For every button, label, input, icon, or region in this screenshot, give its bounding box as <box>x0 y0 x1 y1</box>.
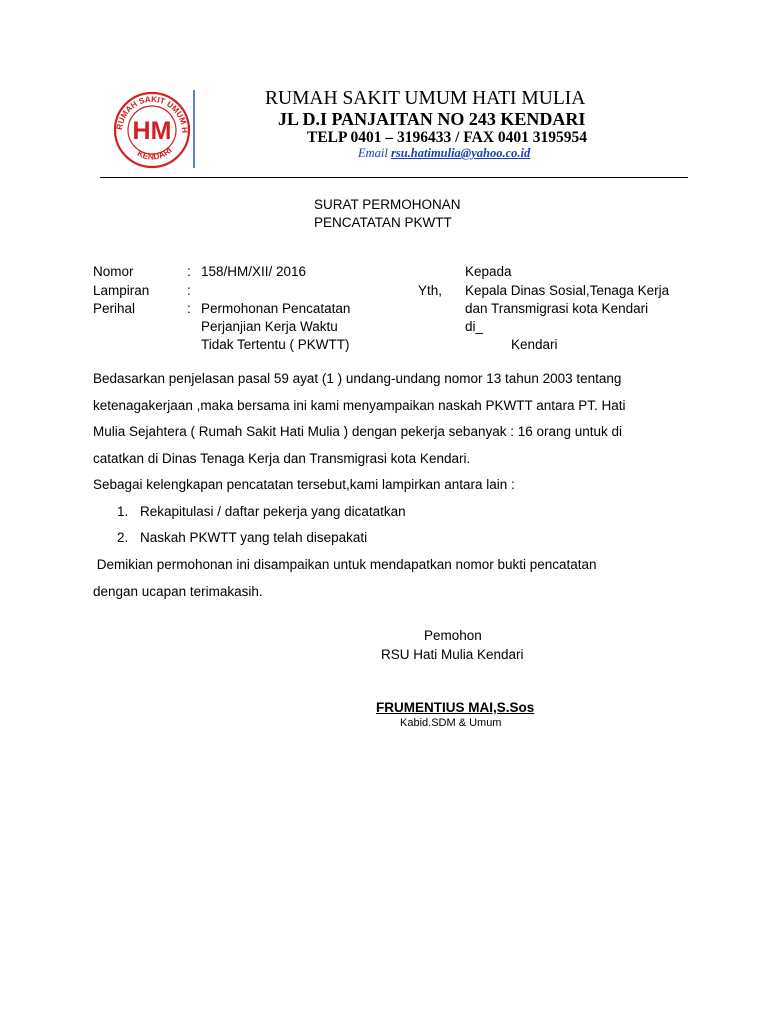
subject-line-1: SURAT PERMOHONAN <box>314 197 461 212</box>
recipient-yth: Yth, <box>418 283 443 298</box>
body-p1-line-2: ketenagakerjaan ,maka bersama ini kami menyampaikan naskah PKWTT antara PT. Hati <box>93 398 626 413</box>
perihal-colon: : <box>187 301 191 316</box>
body-p2: Sebagai kelengkapan pencatatan tersebut,kami lampirkan antara lain : <box>93 477 515 492</box>
logo-bottom-text: KENDARI <box>135 145 174 162</box>
lampiran-colon: : <box>187 283 191 298</box>
nomor-colon: : <box>187 264 191 279</box>
signature-org: RSU Hati Mulia Kendari <box>381 647 524 662</box>
nomor-label: Nomor <box>93 264 134 279</box>
recipient-line-1: Kepala Dinas Sosial,Tenaga Kerja <box>465 283 670 298</box>
logo-ring-text: RUMAH SAKIT UMUM H <box>115 94 190 134</box>
perihal-label: Perihal <box>93 301 136 316</box>
hospital-logo <box>106 88 198 172</box>
list-item-2-text: Naskah PKWTT yang telah disepakati <box>140 530 368 545</box>
hospital-email-line <box>358 146 530 161</box>
perihal-line-2: Perjanjian Kerja Waktu <box>201 319 338 334</box>
email-link[interactable]: rsu.hatimulia@yahoo.co.id <box>390 146 531 160</box>
list-item-1-number: 1. <box>117 504 129 519</box>
letterhead-divider <box>100 177 688 178</box>
signer-name: FRUMENTIUS MAI,S.Sos <box>376 700 535 715</box>
recipient-line-2: dan Transmigrasi kota Kendari <box>465 301 649 316</box>
logo-initials: HM <box>132 117 172 145</box>
svg-text:KENDARI <box>136 145 174 162</box>
perihal-line-3: Tidak Tertentu ( PKWTT) <box>201 337 350 352</box>
signer-title: Kabid.SDM & Umum <box>400 717 502 729</box>
email-label: Email <box>358 146 388 160</box>
recipient-di: di_ <box>465 319 484 334</box>
hospital-address: JL D.I PANJAITAN NO 243 KENDARI <box>278 109 586 129</box>
lampiran-label: Lampiran <box>93 283 150 298</box>
closing-line-1: Demikian permohonan ini disampaikan untuk mendapatkan nomor bukti pencatatan <box>93 557 597 572</box>
signature-label: Pemohon <box>424 628 482 643</box>
nomor-value: 158/HM/XII/ 2016 <box>201 264 307 279</box>
hospital-phone-fax: TELP 0401 – 3196433 / FAX 0401 3195954 <box>307 129 588 146</box>
body-p1-line-4: catatkan di Dinas Tenaga Kerja dan Transmigrasi kota Kendari. <box>93 451 471 466</box>
body-p1-line-3: Mulia Sejahtera ( Rumah Sakit Hati Mulia ) dengan pekerja sebanyak : 16 orang untuk di <box>93 424 623 439</box>
body-p1-line-1: Bedasarkan penjelasan pasal 59 ayat (1 ) undang-undang nomor 13 tahun 2003 tentang <box>93 371 622 386</box>
recipient-city: Kendari <box>511 337 558 352</box>
list-item-2-number: 2. <box>117 530 129 545</box>
perihal-line-1: Permohonan Pencatatan <box>201 301 351 316</box>
closing-line-2: dengan ucapan terimakasih. <box>93 584 263 599</box>
subject-line-2: PENCATATAN PKWTT <box>314 215 452 230</box>
list-item-1-text: Rekapitulasi / daftar pekerja yang dicatatkan <box>140 504 406 519</box>
hospital-name: RUMAH SAKIT UMUM HATI MULIA <box>265 88 586 109</box>
recipient-kepada: Kepada <box>465 264 512 279</box>
